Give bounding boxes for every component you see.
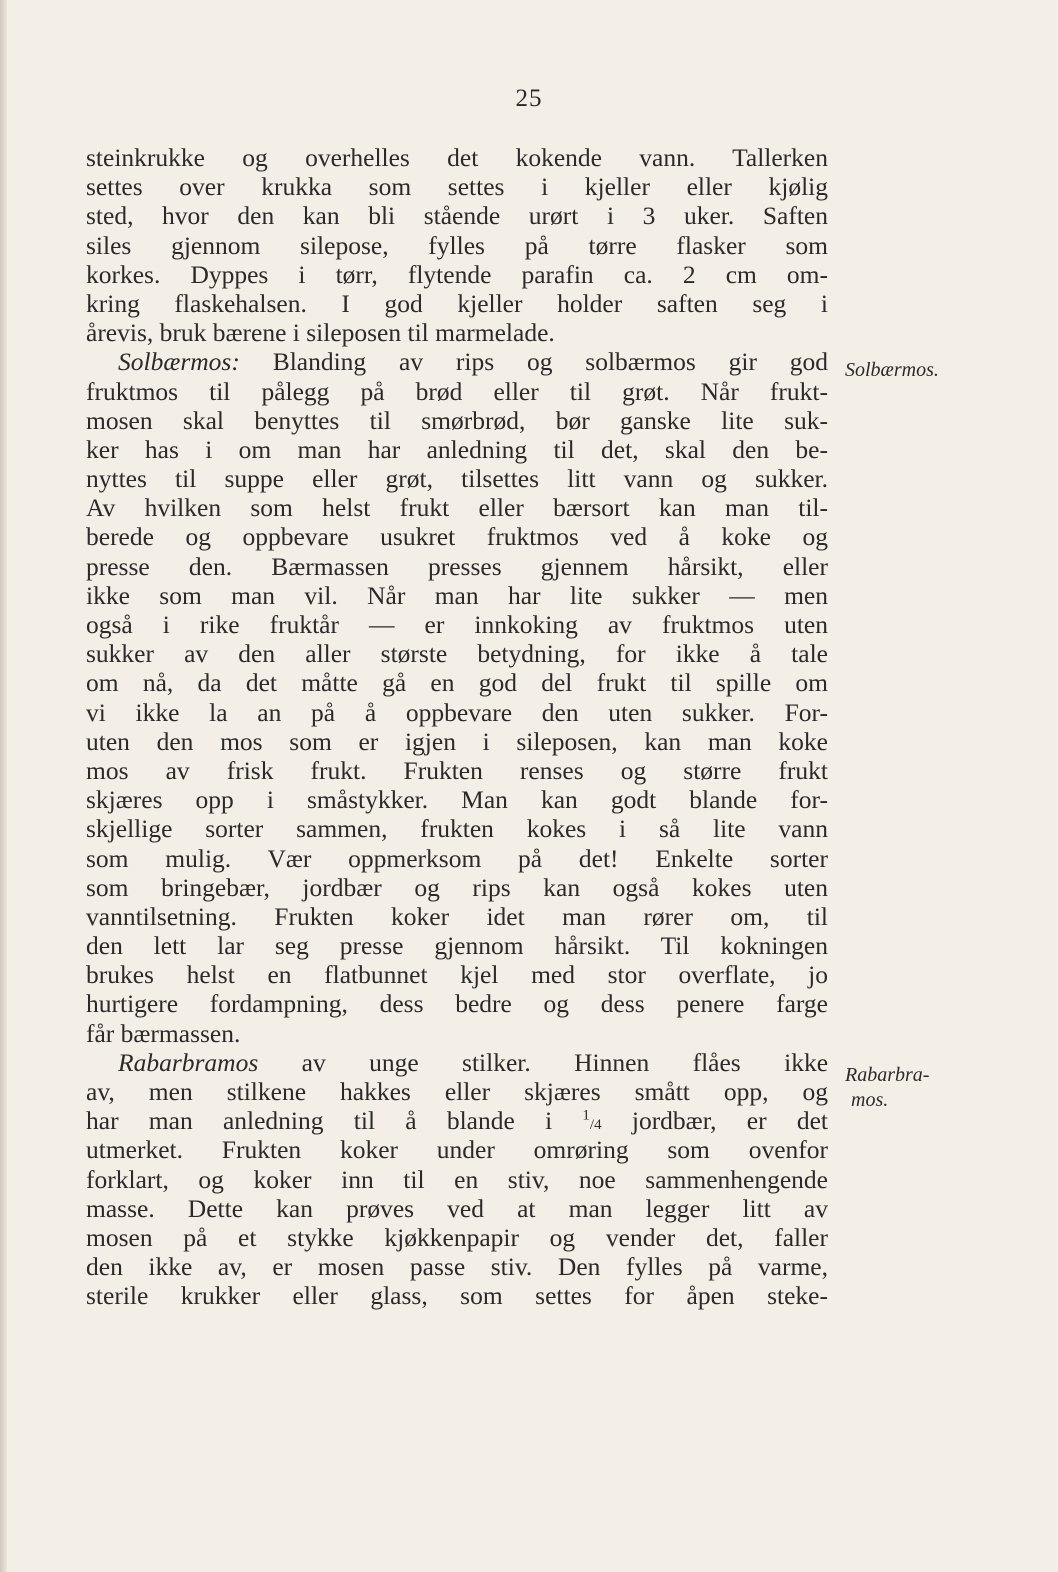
fraction-denominator: /4 <box>589 1117 602 1134</box>
text-line: ker has i om man har anledning til det, skal den be- <box>86 434 828 464</box>
text-line: fruktmos til pålegg på brød eller til grøt. Når frukt- <box>86 376 828 406</box>
text-line: om nå, da det måtte gå en god del frukt til spille om <box>86 668 828 698</box>
text-line: som bringebær, jordbær og rips kan også kokes uten <box>86 872 828 902</box>
text-line: mosen skal benyttes til smørbrød, bør ganske lite suk- <box>86 405 828 435</box>
text-line: settes over krukka som settes i kjeller eller kjølig <box>86 172 828 202</box>
text-line: den ikke av, er mosen passe stiv. Den fylles på varme, <box>86 1252 828 1282</box>
text-span: jordbær, er det <box>631 1106 829 1136</box>
section-heading-rabarbramos: Rabarbramos <box>118 1047 259 1077</box>
text-line: hurtigere fordampning, dess bedre og dess penere farge <box>86 989 828 1019</box>
text-line <box>86 347 828 376</box>
text-line: skjæres opp i småstykker. Man kan godt blande for- <box>86 785 828 815</box>
text-span: har man anledning til å blande i <box>86 1106 553 1136</box>
margin-note-line: Rabarbra- <box>845 1064 930 1086</box>
book-spine-edge <box>0 0 7 1572</box>
text-line: korkes. Dyppes i tørr, flytende parafin ca. 2 cm om- <box>86 259 828 289</box>
text-line: Av hvilken som helst frukt eller bærsort kan man til- <box>86 493 828 523</box>
text-line: utmerket. Frukten koker under omrøring som ovenfor <box>86 1135 828 1165</box>
page-number: 25 <box>515 85 543 112</box>
text-line: også i rike fruktår — er innkoking av fruktmos uten <box>86 610 828 639</box>
text-line: berede og oppbevare usukret fruktmos ved å koke og <box>86 522 828 552</box>
text-line: forklart, og koker inn til en stiv, noe sammenhengende <box>86 1164 828 1194</box>
text-span: Blanding av rips og solbærmos gir god <box>272 347 828 377</box>
body-text <box>86 143 828 1311</box>
text-line: sted, hvor den kan bli stående urørt i 3 uker. Saften <box>86 201 828 231</box>
text-line <box>86 1106 828 1135</box>
text-line: av, men stilkene hakkes eller skjæres smått opp, og <box>86 1077 828 1106</box>
section-heading-solbaermos: Solbærmos: <box>118 347 240 377</box>
text-line: årevis, bruk bærene i sileposen til marmelade. <box>86 318 555 348</box>
margin-note-rabarbramos <box>845 1063 929 1113</box>
text-line: brukes helst en flatbunnet kjel med stor overflate, jo <box>86 960 828 990</box>
text-line: kring flaskehalsen. I god kjeller holder saften seg i <box>86 288 828 318</box>
text-line: skjellige sorter sammen, frukten kokes i så lite vann <box>86 814 828 844</box>
text-line: får bærmassen. <box>86 1018 241 1048</box>
margin-note-solbaermos: Solbærmos. <box>845 359 939 381</box>
text-line: vi ikke la an på å oppbevare den uten sukker. For- <box>86 697 828 727</box>
text-line: mos av frisk frukt. Frukten renses og større frukt <box>86 755 828 785</box>
text-line: sukker av den aller største betydning, for ikke å tale <box>86 639 828 669</box>
text-line: den lett lar seg presse gjennom hårsikt. Til kokningen <box>86 931 828 961</box>
text-line: presse den. Bærmassen presses gjennem hårsikt, eller <box>86 551 828 581</box>
text-span: av unge stilker. Hinnen flåes ikke <box>301 1047 829 1077</box>
text-line: nyttes til suppe eller grøt, tilsettes litt vann og sukker. <box>86 464 828 494</box>
text-line: siles gjennom silepose, fylles på tørre flasker som <box>86 230 828 260</box>
text-line: sterile krukker eller glass, som settes for åpen steke- <box>86 1281 828 1311</box>
text-line: steinkrukke og overhelles det kokende vann. Tallerken <box>86 143 828 172</box>
fraction-numerator: 1 <box>582 1107 590 1124</box>
margin-note-line: mos. <box>851 1089 889 1111</box>
text-line: ikke som man vil. Når man har lite sukker — men <box>86 580 828 610</box>
text-line: vanntilsetning. Frukten koker idet man rører om, til <box>86 901 828 931</box>
text-line: masse. Dette kan prøves ved at man legger litt av <box>86 1193 828 1223</box>
text-line: mosen på et stykke kjøkkenpapir og vender det, faller <box>86 1222 828 1252</box>
text-line: som mulig. Vær oppmerksom på det! Enkelte sorter <box>86 843 828 873</box>
text-line <box>86 1048 828 1077</box>
text-line: uten den mos som er igjen i sileposen, kan man koke <box>86 726 828 756</box>
